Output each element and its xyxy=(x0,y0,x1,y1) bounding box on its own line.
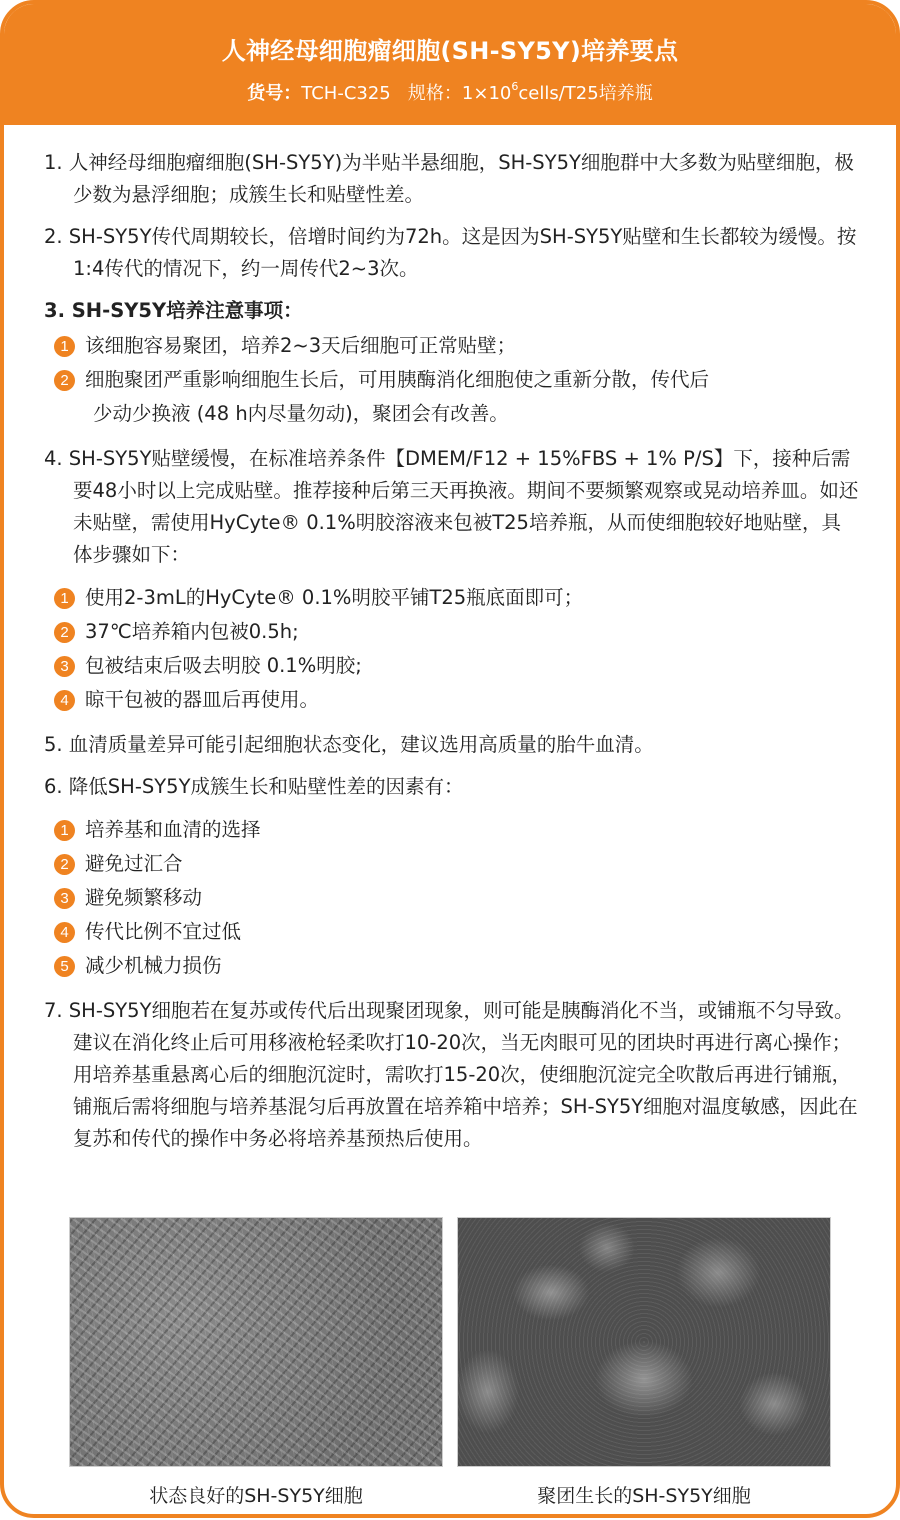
item-1: 1. 人神经母细胞瘤细胞(SH-SY5Y)为半贴半悬细胞，SH-SY5Y细胞群中大多数为贴壁细胞，极少数为悬浮细胞；成簇生长和贴壁性差。 xyxy=(44,151,854,206)
item-7: 7. SH-SY5Y细胞若在复苏或传代后出现聚团现象，则可能是胰酶消化不当，或铺瓶不匀导致。建议在消化终止后可用移液枪轻柔吹打10-20次，当无肉眼可见的团块时再进行离心操作；用培养基重悬离心后的细胞沉淀时，需吹打15-20次，使细胞沉淀完全吹散后再进行铺瓶，铺瓶后需将细胞与培养基混匀后再放置在培养箱中培养；SH-SY5Y细胞对温度敏感，因此在复苏和传代的操作中务必将培养基预热后使用。 xyxy=(44,999,858,1150)
figure-row xyxy=(4,1217,896,1509)
sub-list-item: 5 减少机械力损伤 xyxy=(54,949,860,983)
number-badge-icon: 2 xyxy=(54,622,75,643)
spec-suffix: cells/T25培养瓶 xyxy=(518,83,653,104)
sub-list-item: 3 包被结束后吸去明胶 0.1%明胶; xyxy=(54,649,860,683)
sub-list-item: 2 37℃培养箱内包被0.5h; xyxy=(54,615,860,649)
micrograph-clumped-image xyxy=(457,1217,831,1467)
figure-healthy xyxy=(69,1217,443,1509)
number-badge-icon: 3 xyxy=(54,888,75,909)
sub-list-item: 2 细胞聚团严重影响细胞生长后，可用胰酶消化细胞使之重新分散，传代后 少动少换液 (48 h内尽量勿动)，聚团会有改善。 xyxy=(54,363,860,431)
number-badge-icon: 5 xyxy=(54,956,75,977)
header-banner xyxy=(4,4,896,125)
figure-caption: 聚团生长的SH-SY5Y细胞 xyxy=(537,1485,751,1507)
sub-list-item: 1 该细胞容易聚团，培养2~3天后细胞可正常贴壁； xyxy=(54,329,860,363)
spec-prefix: 1×10 xyxy=(461,83,512,104)
number-badge-icon: 2 xyxy=(54,370,75,391)
item-5: 5. 血清质量差异可能引起细胞状态变化，建议选用高质量的胎牛血清。 xyxy=(44,733,654,756)
item-3-heading: 3. SH-SY5Y培养注意事项： xyxy=(44,299,303,322)
sub-list-item: 1 培养基和血清的选择 xyxy=(54,813,860,847)
spec-label: 规格： xyxy=(407,83,462,104)
catalog-label: 货号： xyxy=(247,83,302,104)
number-badge-icon: 1 xyxy=(54,588,75,609)
number-badge-icon: 3 xyxy=(54,656,75,677)
item-6: 6. 降低SH-SY5Y成簇生长和贴壁性差的因素有： xyxy=(44,775,464,798)
product-info xyxy=(4,76,896,107)
number-badge-icon: 1 xyxy=(54,336,75,357)
sub-list-item: 3 避免频繁移动 xyxy=(54,881,860,915)
micrograph-healthy-image xyxy=(69,1217,443,1467)
item-3-sublist xyxy=(54,329,860,431)
item-2: 2. SH-SY5Y传代周期较长，倍增时间约为72h。这是因为SH-SY5Y贴壁和生长都较为缓慢。按1:4传代的情况下，约一周传代2~3次。 xyxy=(44,225,857,280)
figure-caption: 状态良好的SH-SY5Y细胞 xyxy=(149,1485,363,1507)
item-6-sublist xyxy=(54,813,860,983)
spec-exponent: 6 xyxy=(511,80,519,93)
item-4-sublist xyxy=(54,581,860,717)
number-badge-icon: 4 xyxy=(54,922,75,943)
catalog-number: TCH-C325 xyxy=(301,83,391,104)
page-title: 人神经母细胞瘤细胞(SH-SY5Y)培养要点 xyxy=(221,37,679,65)
sub-list-item: 1 使用2-3mL的HyCyte® 0.1%明胶平铺T25瓶底面即可； xyxy=(54,581,860,615)
figure-clumped xyxy=(457,1217,831,1509)
sub-list-item: 4 传代比例不宜过低 xyxy=(54,915,860,949)
number-badge-icon: 1 xyxy=(54,820,75,841)
sub-list-item: 2 避免过汇合 xyxy=(54,847,860,881)
number-badge-icon: 2 xyxy=(54,854,75,875)
sub-list-item: 4 晾干包被的器皿后再使用。 xyxy=(54,683,860,717)
content-body xyxy=(4,125,896,1155)
item-4: 4. SH-SY5Y贴壁缓慢，在标准培养条件【DMEM/F12 + 15%FBS + 1% P/S】下，接种后需要48小时以上完成贴壁。推荐接种后第三天再换液。期间不要频繁观察或晃动培养皿。如还未贴壁，需使用HyCyte® 0.1%明胶溶液来包被T25培养瓶，从而使细胞较好地贴壁，具体步骤如下： xyxy=(44,447,859,566)
number-badge-icon: 4 xyxy=(54,690,75,711)
